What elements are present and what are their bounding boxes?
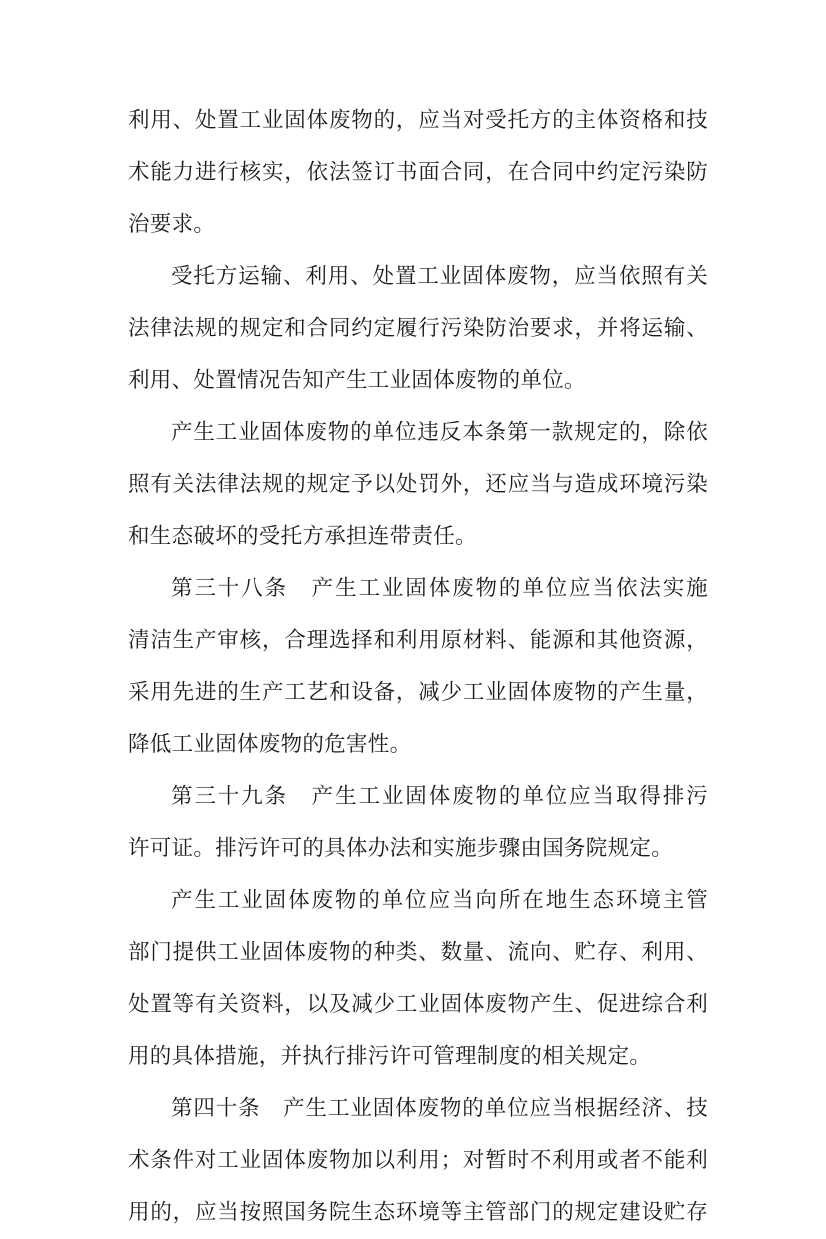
text-line xyxy=(128,1083,708,1135)
text-line: 降低工业固体废物的危害性。 xyxy=(128,732,412,757)
text-line xyxy=(128,563,708,615)
article-number: 第四十条 xyxy=(171,1096,261,1121)
text-line: 术能力进行核实，依法签订书面合同，在合同中约定污染防 xyxy=(128,160,708,185)
text-line: 利用、处置工业固体废物的，应当对受托方的主体资格和技 xyxy=(128,108,708,133)
article-number: 第三十九条 xyxy=(171,784,289,809)
text-line: 采用先进的生产工艺和设备，减少工业固体废物的产生量， xyxy=(128,680,708,705)
text-line: 处置等有关资料，以及减少工业固体废物产生、促进综合利 xyxy=(128,992,708,1017)
text-line: 利用、处置情况告知产生工业固体废物的单位。 xyxy=(128,368,586,393)
paragraph xyxy=(128,875,708,1083)
text-line: 清洁生产审核，合理选择和利用原材料、能源和其他资源， xyxy=(128,628,708,653)
text-line: 许可证。排污许可的具体办法和实施步骤由国务院规定。 xyxy=(128,836,674,861)
text-line: 用的，应当按照国务院生态环境等主管部门的规定建设贮存 xyxy=(128,1200,708,1225)
document-body xyxy=(128,95,708,1239)
paragraph xyxy=(128,251,708,407)
article-text: 产生工业固体废物的单位应当取得排污 xyxy=(310,784,708,809)
article-38 xyxy=(128,563,708,771)
text-line: 和生态破坏的受托方承担连带责任。 xyxy=(128,524,477,549)
article-text: 产生工业固体废物的单位应当依法实施 xyxy=(310,576,708,601)
text-line: 术条件对工业固体废物加以利用；对暂时不利用或者不能利 xyxy=(128,1148,708,1173)
paragraph xyxy=(128,407,708,563)
text-line: 治要求。 xyxy=(128,212,216,237)
article-39 xyxy=(128,771,708,875)
text-line: 用的具体措施，并执行排污许可管理制度的相关规定。 xyxy=(128,1044,652,1069)
article-40 xyxy=(128,1083,708,1239)
text-line: 产生工业固体废物的单位违反本条第一款规定的，除依 xyxy=(171,420,708,445)
article-text: 产生工业固体废物的单位应当根据经济、技 xyxy=(282,1096,709,1121)
paragraph xyxy=(128,95,708,251)
text-line: 部门提供工业固体废物的种类、数量、流向、贮存、利用、 xyxy=(128,940,708,965)
text-line: 照有关法律法规的规定予以处罚外，还应当与造成环境污染 xyxy=(128,472,708,497)
article-number: 第三十八条 xyxy=(171,576,289,601)
text-line xyxy=(128,771,708,823)
text-line: 法律法规的规定和合同约定履行污染防治要求，并将运输、 xyxy=(128,316,708,341)
text-line: 受托方运输、利用、处置工业固体废物，应当依照有关 xyxy=(171,264,708,289)
text-line: 产生工业固体废物的单位应当向所在地生态环境主管 xyxy=(171,888,708,913)
